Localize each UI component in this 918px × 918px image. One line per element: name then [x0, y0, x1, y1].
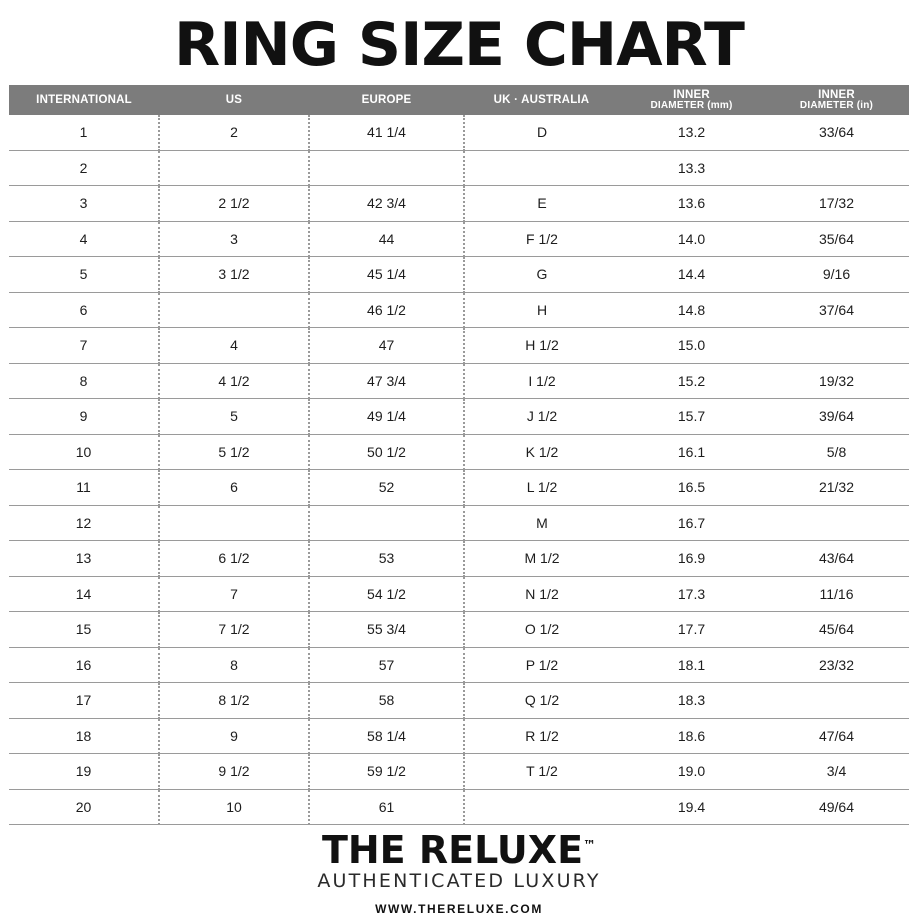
table-row: [9, 292, 909, 328]
cell-inner-diameter-in: 39/64: [764, 399, 909, 435]
cell-us: 9 1/2: [159, 754, 309, 790]
cell-inner-diameter-mm: 16.1: [619, 434, 764, 470]
cell-uk-australia: H 1/2: [464, 328, 619, 364]
table-row: [9, 399, 909, 435]
table-header: [9, 85, 909, 115]
table-row: [9, 647, 909, 683]
cell-inner-diameter-in: 21/32: [764, 470, 909, 506]
cell-inner-diameter-in: 23/32: [764, 647, 909, 683]
cell-uk-australia: M: [464, 505, 619, 541]
cell-inner-diameter-in: [764, 505, 909, 541]
cell-international: 18: [9, 718, 159, 754]
table-row: [9, 718, 909, 754]
cell-inner-diameter-in: [764, 683, 909, 719]
cell-us: 5 1/2: [159, 434, 309, 470]
cell-europe: 57: [309, 647, 464, 683]
cell-international: 15: [9, 612, 159, 648]
cell-europe: [309, 505, 464, 541]
table-row: [9, 505, 909, 541]
cell-us: 3: [159, 221, 309, 257]
cell-us: 6: [159, 470, 309, 506]
cell-europe: 47: [309, 328, 464, 364]
cell-inner-diameter-mm: 14.0: [619, 221, 764, 257]
cell-europe: 52: [309, 470, 464, 506]
cell-europe: 49 1/4: [309, 399, 464, 435]
website-url: WWW.THERELUXE.COM: [375, 902, 543, 916]
cell-us: 4 1/2: [159, 363, 309, 399]
cell-inner-diameter-in: [764, 328, 909, 364]
cell-uk-australia: I 1/2: [464, 363, 619, 399]
table-row: [9, 612, 909, 648]
cell-uk-australia: K 1/2: [464, 434, 619, 470]
cell-europe: 41 1/4: [309, 115, 464, 150]
table-body: [9, 115, 909, 825]
cell-europe: 50 1/2: [309, 434, 464, 470]
cell-inner-diameter-mm: 15.0: [619, 328, 764, 364]
cell-inner-diameter-mm: 16.9: [619, 541, 764, 577]
cell-uk-australia: J 1/2: [464, 399, 619, 435]
cell-uk-australia: N 1/2: [464, 576, 619, 612]
table-row: [9, 363, 909, 399]
cell-us: 8: [159, 647, 309, 683]
cell-europe: 58: [309, 683, 464, 719]
cell-inner-diameter-mm: 18.3: [619, 683, 764, 719]
cell-inner-diameter-in: [764, 150, 909, 186]
cell-us: 5: [159, 399, 309, 435]
brand-text: THE RELUXE: [321, 828, 584, 872]
cell-international: 12: [9, 505, 159, 541]
cell-international: 3: [9, 186, 159, 222]
table-row: [9, 754, 909, 790]
cell-europe: 58 1/4: [309, 718, 464, 754]
cell-europe: 46 1/2: [309, 292, 464, 328]
cell-international: 9: [9, 399, 159, 435]
cell-uk-australia: G: [464, 257, 619, 293]
table-row: [9, 434, 909, 470]
cell-international: 13: [9, 541, 159, 577]
column-header-uk-australia: [464, 85, 619, 115]
column-header-international: [9, 85, 159, 115]
cell-europe: 54 1/2: [309, 576, 464, 612]
cell-inner-diameter-mm: 17.3: [619, 576, 764, 612]
column-header-inner-diameter-mm: [619, 85, 764, 115]
cell-inner-diameter-mm: 19.4: [619, 789, 764, 825]
table-row: [9, 257, 909, 293]
cell-us: 7: [159, 576, 309, 612]
cell-europe: 45 1/4: [309, 257, 464, 293]
cell-international: 2: [9, 150, 159, 186]
cell-inner-diameter-in: 47/64: [764, 718, 909, 754]
cell-inner-diameter-mm: 18.6: [619, 718, 764, 754]
cell-inner-diameter-in: 35/64: [764, 221, 909, 257]
brand-tagline: AUTHENTICATED LUXURY: [317, 870, 601, 892]
cell-inner-diameter-mm: 13.3: [619, 150, 764, 186]
column-header-inner-diameter-in-line2: DIAMETER (in): [799, 99, 874, 111]
column-header-inner-diameter-mm-line1: INNER: [673, 88, 710, 101]
cell-inner-diameter-in: 45/64: [764, 612, 909, 648]
table-row: [9, 541, 909, 577]
table-row: [9, 186, 909, 222]
cell-international: 4: [9, 221, 159, 257]
footer: [0, 828, 918, 916]
column-header-inner-diameter-in-line1: INNER: [818, 88, 855, 101]
table-row: [9, 221, 909, 257]
cell-uk-australia: M 1/2: [464, 541, 619, 577]
cell-international: 8: [9, 363, 159, 399]
cell-inner-diameter-mm: 13.6: [619, 186, 764, 222]
table-row: [9, 328, 909, 364]
cell-inner-diameter-in: 37/64: [764, 292, 909, 328]
cell-inner-diameter-mm: 16.5: [619, 470, 764, 506]
cell-inner-diameter-in: 5/8: [764, 434, 909, 470]
cell-us: 8 1/2: [159, 683, 309, 719]
cell-us: [159, 292, 309, 328]
table-row: [9, 470, 909, 506]
cell-international: 10: [9, 434, 159, 470]
cell-international: 6: [9, 292, 159, 328]
cell-international: 19: [9, 754, 159, 790]
column-header-inner-diameter-in: [764, 85, 909, 115]
cell-europe: 53: [309, 541, 464, 577]
column-header-uk-australia-line1: UK · AUSTRALIA: [493, 93, 590, 106]
cell-europe: [309, 150, 464, 186]
page-title: RING SIZE CHART: [174, 10, 744, 80]
cell-us: 7 1/2: [159, 612, 309, 648]
cell-us: [159, 150, 309, 186]
cell-inner-diameter-mm: 14.8: [619, 292, 764, 328]
cell-uk-australia: O 1/2: [464, 612, 619, 648]
cell-international: 20: [9, 789, 159, 825]
column-header-international-line1: INTERNATIONAL: [36, 93, 132, 106]
cell-us: 2 1/2: [159, 186, 309, 222]
table-row: [9, 576, 909, 612]
cell-us: 4: [159, 328, 309, 364]
cell-inner-diameter-mm: 17.7: [619, 612, 764, 648]
table-row: [9, 789, 909, 825]
cell-uk-australia: E: [464, 186, 619, 222]
column-header-us-line1: US: [225, 93, 243, 106]
table-row: [9, 150, 909, 186]
cell-europe: 42 3/4: [309, 186, 464, 222]
cell-inner-diameter-mm: 16.7: [619, 505, 764, 541]
cell-europe: 61: [309, 789, 464, 825]
cell-uk-australia: F 1/2: [464, 221, 619, 257]
cell-us: 9: [159, 718, 309, 754]
cell-inner-diameter-in: 3/4: [764, 754, 909, 790]
cell-us: [159, 505, 309, 541]
cell-international: 5: [9, 257, 159, 293]
cell-inner-diameter-mm: 15.7: [619, 399, 764, 435]
cell-international: 1: [9, 115, 159, 150]
cell-uk-australia: H: [464, 292, 619, 328]
column-header-us: [159, 85, 309, 115]
cell-inner-diameter-in: 17/32: [764, 186, 909, 222]
cell-inner-diameter-in: 33/64: [764, 115, 909, 150]
cell-inner-diameter-in: 11/16: [764, 576, 909, 612]
cell-us: 2: [159, 115, 309, 150]
cell-uk-australia: [464, 150, 619, 186]
column-header-inner-diameter-mm-line2: DIAMETER (mm): [650, 99, 733, 111]
cell-inner-diameter-in: 49/64: [764, 789, 909, 825]
table-header-row: [9, 85, 909, 115]
cell-uk-australia: T 1/2: [464, 754, 619, 790]
cell-inner-diameter-mm: 19.0: [619, 754, 764, 790]
cell-uk-australia: [464, 789, 619, 825]
brand-name: [0, 828, 918, 872]
cell-international: 11: [9, 470, 159, 506]
cell-international: 17: [9, 683, 159, 719]
cell-us: 3 1/2: [159, 257, 309, 293]
cell-uk-australia: L 1/2: [464, 470, 619, 506]
cell-europe: 59 1/2: [309, 754, 464, 790]
cell-inner-diameter-mm: 18.1: [619, 647, 764, 683]
ring-size-table: [9, 85, 909, 825]
cell-inner-diameter-mm: 15.2: [619, 363, 764, 399]
cell-uk-australia: D: [464, 115, 619, 150]
table-row: [9, 115, 909, 150]
cell-international: 7: [9, 328, 159, 364]
cell-inner-diameter-mm: 13.2: [619, 115, 764, 150]
cell-us: 10: [159, 789, 309, 825]
cell-uk-australia: P 1/2: [464, 647, 619, 683]
cell-inner-diameter-in: 43/64: [764, 541, 909, 577]
trademark-symbol: ™: [583, 838, 597, 854]
cell-international: 14: [9, 576, 159, 612]
cell-europe: 44: [309, 221, 464, 257]
column-header-europe: [309, 85, 464, 115]
cell-uk-australia: R 1/2: [464, 718, 619, 754]
cell-international: 16: [9, 647, 159, 683]
cell-europe: 55 3/4: [309, 612, 464, 648]
column-header-europe-line1: EUROPE: [361, 93, 412, 106]
cell-inner-diameter-in: 19/32: [764, 363, 909, 399]
table-row: [9, 683, 909, 719]
cell-inner-diameter-in: 9/16: [764, 257, 909, 293]
cell-uk-australia: Q 1/2: [464, 683, 619, 719]
cell-us: 6 1/2: [159, 541, 309, 577]
cell-europe: 47 3/4: [309, 363, 464, 399]
cell-inner-diameter-mm: 14.4: [619, 257, 764, 293]
